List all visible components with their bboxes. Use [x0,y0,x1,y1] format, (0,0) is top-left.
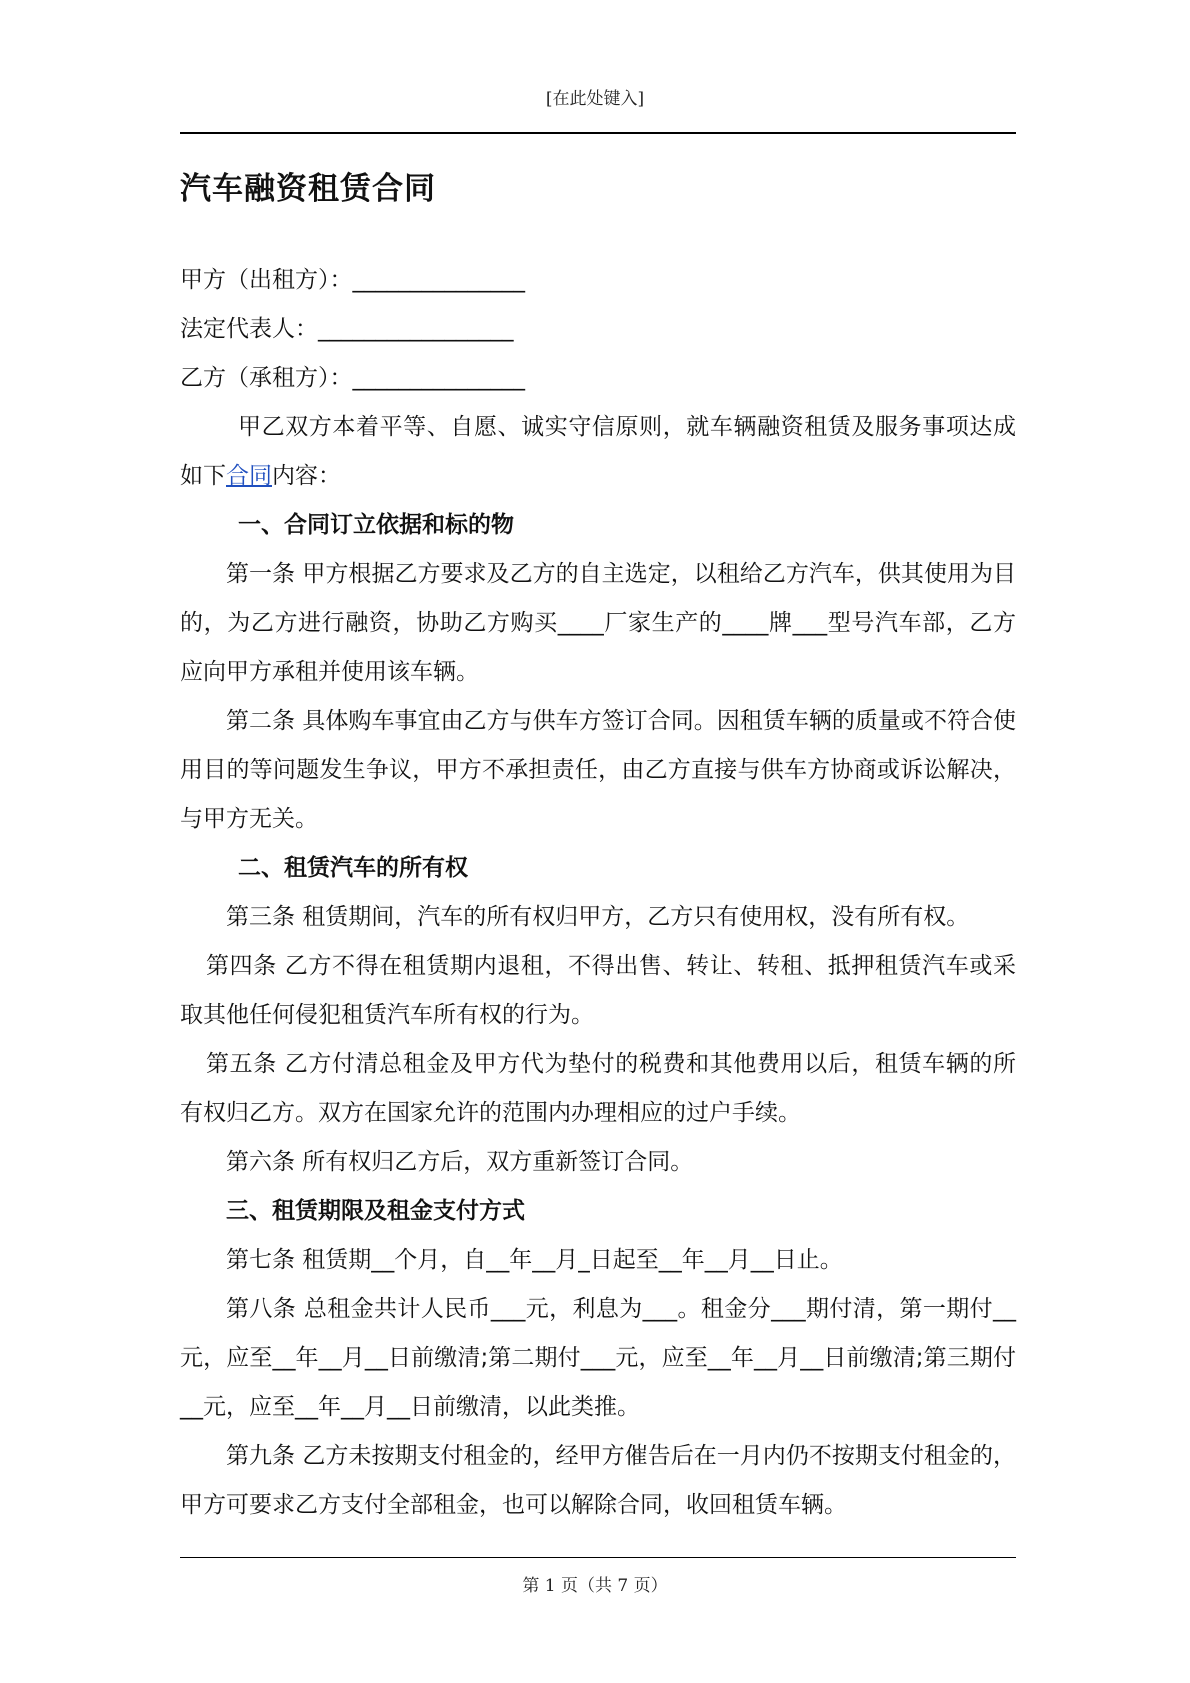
intro-text-end: 内容： [272,463,341,489]
contract-link[interactable]: 合同 [226,463,272,489]
section-heading-1: 一、合同订立依据和标的物 [238,512,514,538]
intro-text: 甲乙双方本着平等、自愿、诚实守信原则，就车辆融资租赁及服务事项达成如下 [180,414,1016,489]
document-body [180,256,1016,1530]
footer-rule [180,1557,1016,1558]
legal-rep-line: 法定代表人：_________________ [180,316,514,342]
document-title: 汽车融资租赁合同 [180,171,436,207]
page-header: [在此处键入] [545,89,645,109]
article-5: 第五条 乙方付清总租金及甲方代为垫付的税费和其他费用以后，租赁车辆的所有权归乙方。双方在国家允许的范围内办理相应的过户手续。 [180,1051,1016,1126]
party-a-line: 甲方（出租方）：_______________ [180,267,525,293]
header-rule [180,132,1016,134]
party-b-line: 乙方（承租方）：_______________ [180,365,525,391]
article-2: 第二条 具体购车事宜由乙方与供车方签订合同。因租赁车辆的质量或不符合使用目的等问题发生争议，甲方不承担责任，由乙方直接与供车方协商或诉讼解决，与甲方无关。 [180,708,1016,832]
article-7: 第七条 租赁期__个月，自__年__月_日起至__年__月__日止。 [226,1247,843,1273]
section-heading-3: 三、租赁期限及租金支付方式 [226,1198,525,1224]
page-footer: 第 1 页（共 7 页） [522,1576,668,1596]
article-4: 第四条 乙方不得在租赁期内退租，不得出售、转让、转租、抵押租赁汽车或采取其他任何侵犯租赁汽车所有权的行为。 [180,953,1016,1028]
intro-paragraph [180,403,1016,501]
article-9: 第九条 乙方未按期支付租金的，经甲方催告后在一月内仍不按期支付租金的，甲方可要求乙方支付全部租金，也可以解除合同，收回租赁车辆。 [180,1443,1016,1518]
article-1: 第一条 甲方根据乙方要求及乙方的自主选定，以租给乙方汽车，供其使用为目的，为乙方进行融资，协助乙方购买____厂家生产的____牌___型号汽车部，乙方应向甲方承租并使用该车辆。 [180,561,1016,685]
article-6: 第六条 所有权归乙方后，双方重新签订合同。 [226,1149,694,1175]
article-8: 第八条 总租金共计人民币___元，利息为___。租金分___期付清，第一期付__元，应至__年__月__日前缴清;第二期付___元，应至__年__月__日前缴清;第三期付__元，应至__年__月__日前缴清，以此类推。 [180,1296,1016,1420]
section-heading-2: 二、租赁汽车的所有权 [238,855,468,881]
article-3: 第三条 租赁期间，汽车的所有权归甲方，乙方只有使用权，没有所有权。 [226,904,970,930]
